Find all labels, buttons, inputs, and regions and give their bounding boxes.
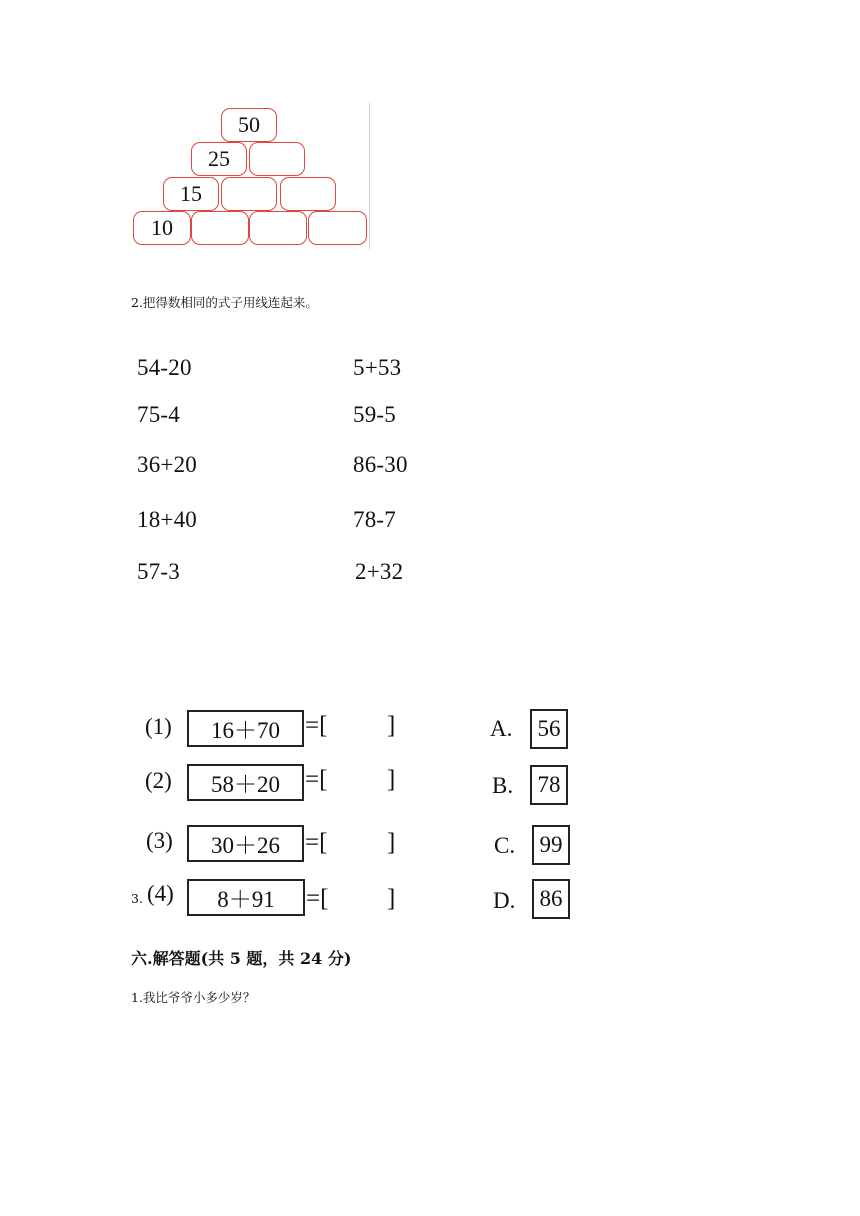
row-index: (2) xyxy=(145,768,172,793)
row-index: (3) xyxy=(146,828,173,853)
pyramid-brick xyxy=(221,177,277,211)
q2-prompt: 2.把得数相同的式子用线连起来。 xyxy=(131,295,318,310)
expression-left: 75-4 xyxy=(137,402,180,427)
image-edge-divider xyxy=(369,103,370,249)
expression-right: 59-5 xyxy=(353,402,396,427)
equals-bracket: =[ xyxy=(305,829,328,856)
expression-right: 86-30 xyxy=(353,452,408,477)
expression-box: 8＋91 xyxy=(187,879,305,916)
option-label: B. xyxy=(492,773,514,798)
expression-right: 2+32 xyxy=(355,559,404,584)
equals-bracket: =[ xyxy=(305,766,328,793)
expression-left: 57-3 xyxy=(137,559,180,584)
option-label: D. xyxy=(493,888,516,913)
expression-box: 16＋70 xyxy=(187,710,304,747)
pyramid-brick: 50 xyxy=(221,108,277,142)
option-label: C. xyxy=(494,833,516,858)
row-index: (4) xyxy=(147,881,174,906)
answer-blank-close[interactable]: ] xyxy=(387,766,396,793)
pyramid-brick xyxy=(249,211,307,245)
q3-number: 3. xyxy=(131,891,143,906)
answer-blank-close[interactable]: ] xyxy=(387,712,396,739)
expression-box: 30＋26 xyxy=(187,825,304,862)
answer-blank-close[interactable]: ] xyxy=(387,885,396,912)
option-label: A. xyxy=(490,716,513,741)
pyramid-brick: 25 xyxy=(191,142,247,176)
pyramid-brick xyxy=(308,211,367,245)
row-index: (1) xyxy=(145,714,172,739)
pyramid-brick xyxy=(191,211,249,245)
pyramid-brick: 15 xyxy=(163,177,219,211)
option-value-box: 78 xyxy=(530,765,568,805)
pyramid-brick xyxy=(280,177,336,211)
option-value-box: 56 xyxy=(530,709,568,749)
expression-left: 36+20 xyxy=(137,452,197,477)
equals-bracket: =[ xyxy=(306,885,329,912)
option-value-box: 86 xyxy=(532,879,570,919)
expression-right: 5+53 xyxy=(353,355,402,380)
expression-box: 58＋20 xyxy=(187,764,304,801)
pyramid-brick xyxy=(249,142,305,176)
expression-right: 78-7 xyxy=(353,507,396,532)
expression-left: 18+40 xyxy=(137,507,197,532)
equals-bracket: =[ xyxy=(305,712,328,739)
section-title: 六.解答题(共 5 题，共 24 分) xyxy=(131,949,352,968)
option-value-box: 99 xyxy=(532,825,570,865)
answer-blank-close[interactable]: ] xyxy=(387,829,396,856)
expression-left: 54-20 xyxy=(137,355,192,380)
pyramid-brick: 10 xyxy=(133,211,191,245)
question-text: 1.我比爷爷小多少岁？ xyxy=(131,990,256,1005)
